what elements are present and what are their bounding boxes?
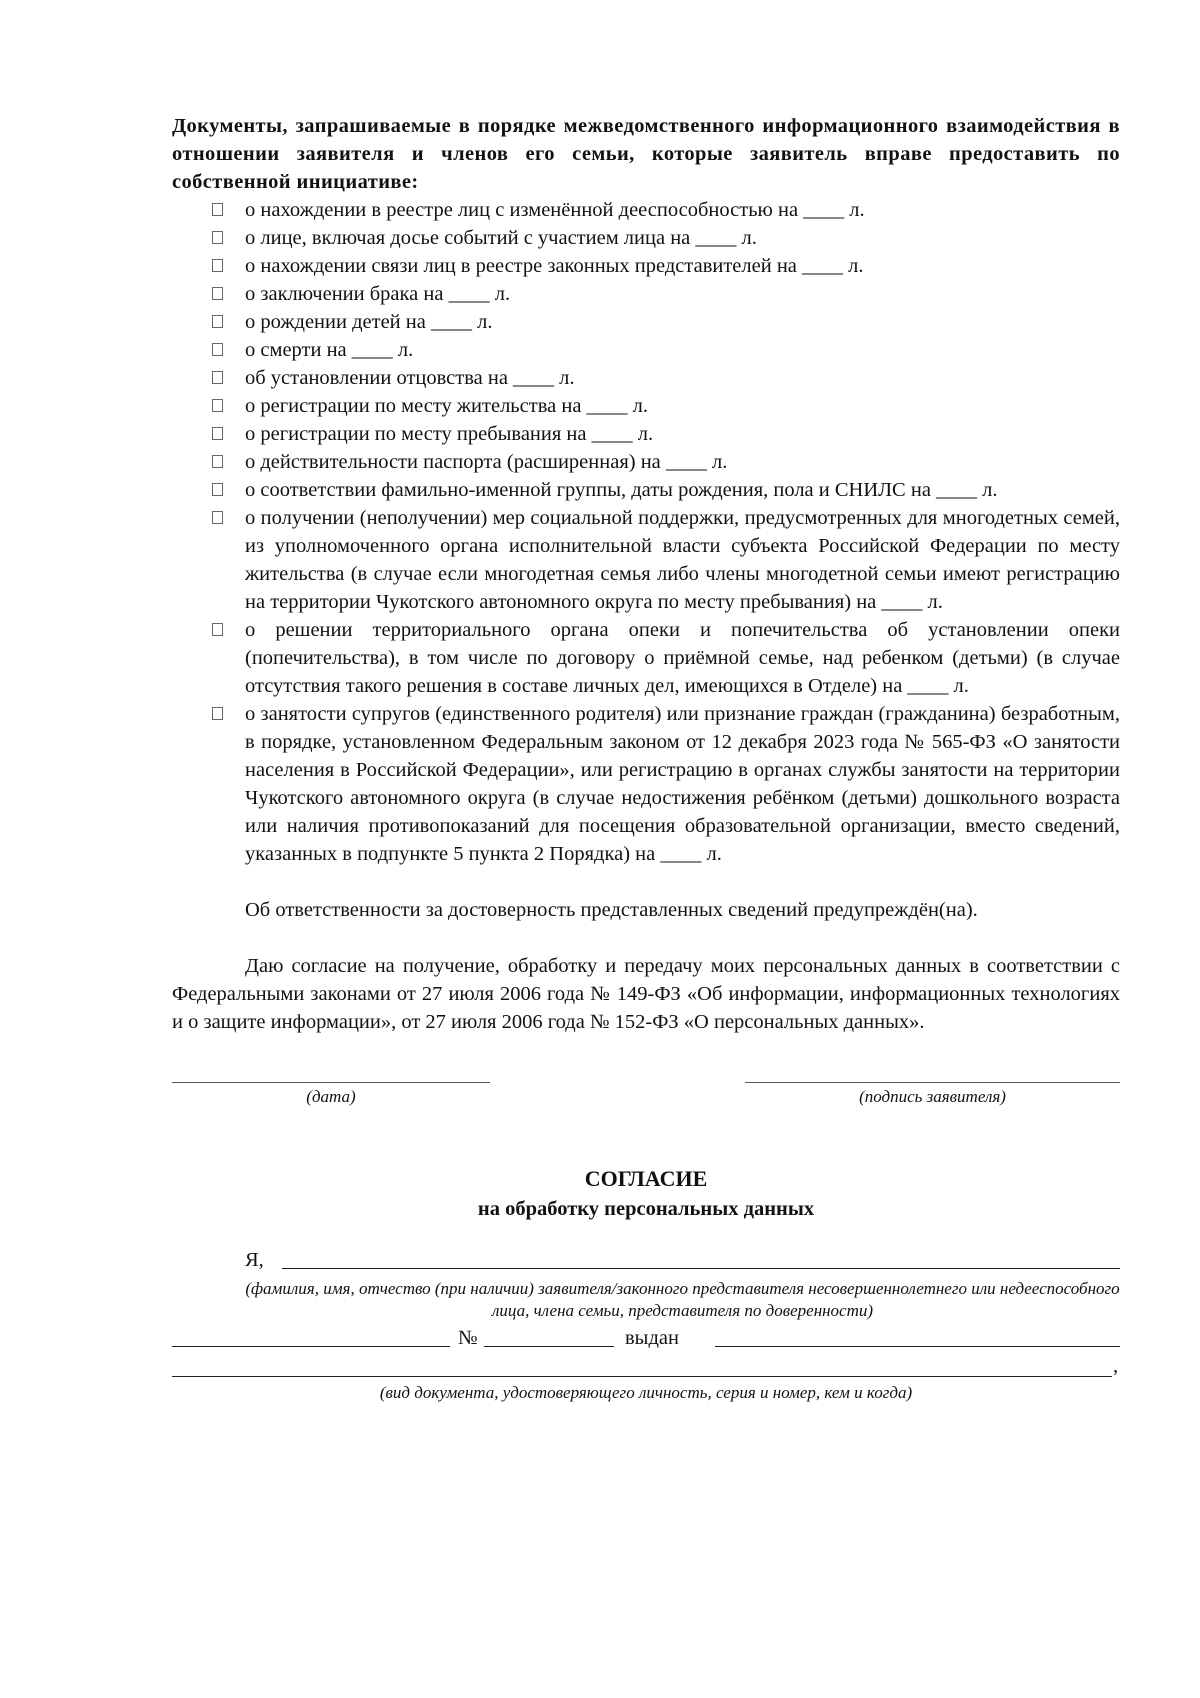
document-number-field[interactable] <box>484 1324 614 1347</box>
section-heading: Документы, запрашиваемые в порядке межведомственного информационного взаимодействия в отношении заявителя и членов его семьи, которые заявитель вправе предоставить по собственной инициативе: <box>172 115 1120 193</box>
consent-title-block <box>172 1164 1120 1224</box>
checklist-item: о регистрации по месту жительства на ____ л. <box>172 392 1120 420</box>
consent-subtitle: на обработку персональных данных <box>477 1198 815 1220</box>
checklist-item: о соответствии фамильно-именной группы, даты рождения, пола и СНИЛС на ____ л. <box>172 476 1120 504</box>
checklist-item: о лице, включая досье событий с участием лица на ____ л. <box>172 224 1120 252</box>
number-label: № <box>458 1327 478 1349</box>
checklist-item: о заключении брака на ____ л. <box>172 280 1120 308</box>
document-details-field[interactable] <box>172 1354 1112 1377</box>
i-label: Я, <box>245 1249 264 1271</box>
document-page <box>172 112 1120 1404</box>
checklist-item: о решении территориального органа опеки и попечительства об установлении опеки (попечительства), в том числе по договору о приёмной семье, над ребенком (детьми) (в случае отсутствия такого решения в составе личных дел, имеющихся в Отделе) на ____ л. <box>172 616 1120 700</box>
checkbox[interactable] <box>212 259 223 272</box>
date-caption: (дата) <box>306 1087 356 1106</box>
consent-title: СОГЛАСИЕ <box>584 1166 708 1191</box>
checkbox[interactable] <box>212 707 223 720</box>
checklist-item: о нахождении в реестре лиц с изменённой дееспособностью на ____ л. <box>172 196 1120 224</box>
checklist-item: о смерти на ____ л. <box>172 336 1120 364</box>
checkbox[interactable] <box>212 455 223 468</box>
checkbox[interactable] <box>212 287 223 300</box>
document-checklist <box>172 196 1120 868</box>
checklist-item: об установлении отцовства на ____ л. <box>172 364 1120 392</box>
consent-paragraph: Даю согласие на получение, обработку и передачу моих персональных данных в соответствии с Федеральными законами от 27 июля 2006 года № 149-ФЗ «Об информации, информационных технологиях и о защите информации», от 27 июля 2006 года № 152-ФЗ «О персональных данных». <box>172 955 1120 1033</box>
checkbox[interactable] <box>212 231 223 244</box>
checkbox[interactable] <box>212 371 223 384</box>
signature-block <box>172 1082 1120 1142</box>
checklist-item: о нахождении связи лиц в реестре законных представителей на ____ л. <box>172 252 1120 280</box>
applicant-name-field[interactable] <box>282 1246 1120 1269</box>
responsibility-statement: Об ответственности за достоверность представленных сведений предупреждён(на). <box>245 899 978 921</box>
document-details-caption: (вид документа, удостоверяющего личность, серия и номер, кем и когда) <box>379 1383 913 1402</box>
checklist-item: о рождении детей на ____ л. <box>172 308 1120 336</box>
checkbox[interactable] <box>212 343 223 356</box>
document-number-row <box>172 1324 1120 1354</box>
checkbox[interactable] <box>212 483 223 496</box>
signature-caption: (подпись заявителя) <box>859 1087 1006 1106</box>
checkbox[interactable] <box>212 511 223 524</box>
comma-mark: , <box>1113 1355 1119 1377</box>
checkbox[interactable] <box>212 427 223 440</box>
checkbox[interactable] <box>212 399 223 412</box>
checklist-item: о действительности паспорта (расширенная) на ____ л. <box>172 448 1120 476</box>
checklist-item: о получении (неполучении) мер социальной поддержки, предусмотренных для многодетных семей, из уполномоченного органа исполнительной власти субъекта Российской Федерации по месту жительства (в случае если многодетная семья либо члены многодетной семьи имеют регистрацию на территории Чукотского автономного округа по месту пребывания) на ____ л. <box>172 504 1120 616</box>
issued-label: выдан <box>625 1327 679 1349</box>
applicant-name-caption: (фамилия, имя, отчество (при наличии) заявителя/законного представителя несовершеннолетнего или недееспособного лица, члена семьи, представителя по доверенности) <box>245 1279 1120 1320</box>
signature-field[interactable] <box>745 1082 1120 1083</box>
document-details-row <box>172 1354 1120 1380</box>
issued-by-field[interactable] <box>715 1324 1120 1347</box>
document-type-field[interactable] <box>172 1324 450 1347</box>
checkbox[interactable] <box>212 623 223 636</box>
checkbox[interactable] <box>212 203 223 216</box>
checklist-item: о занятости супругов (единственного родителя) или признание граждан (гражданина) безработным, в порядке, установленном Федеральным законом от 12 декабря 2023 года № 565-ФЗ «О занятости населения в Российской Федерации», или регистрацию в органах службы занятости на территории Чукотского автономного округа (в случае недостижения ребёнком (детьми) дошкольного возраста или наличия противопоказаний для посещения образовательной организации, вместо сведений, указанных в подпункте 5 пункта 2 Порядка) на ____ л. <box>172 700 1120 868</box>
applicant-name-row <box>172 1246 1120 1276</box>
checkbox[interactable] <box>212 315 223 328</box>
checklist-item: о регистрации по месту пребывания на ____ л. <box>172 420 1120 448</box>
date-field[interactable] <box>172 1082 490 1083</box>
